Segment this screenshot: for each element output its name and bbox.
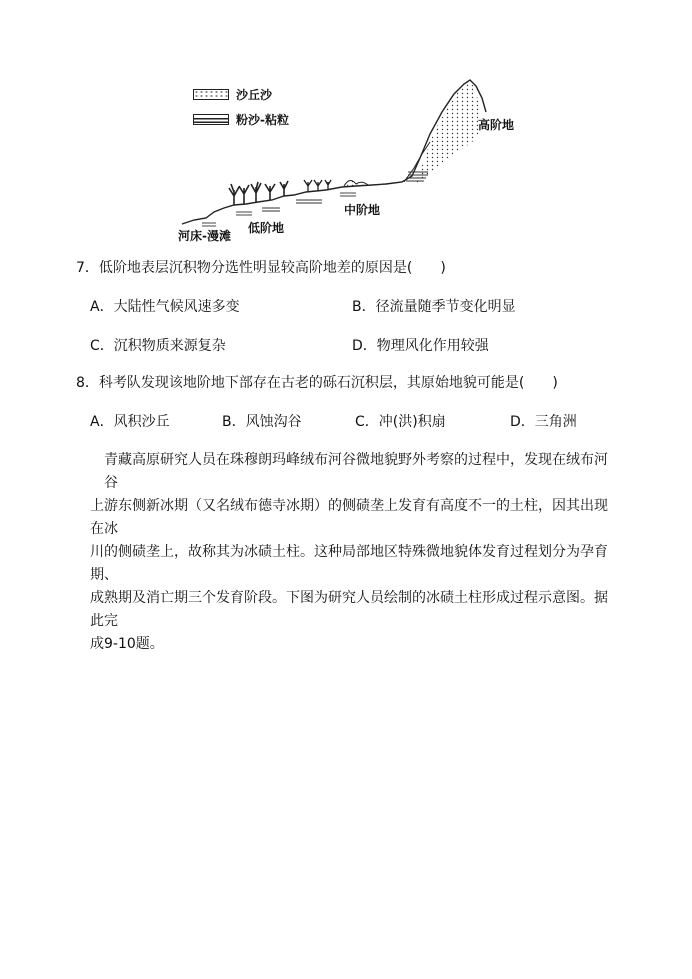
option-key: B． [222,414,246,430]
question-text: 低阶地表层沉积物分选性明显较高阶地差的原因是( ) [98,260,446,276]
option-text: 风积沙丘 [113,414,170,430]
legend-label-silt-clay: 粉沙-粘粒 [236,113,289,127]
passage-line: 川的侧碛垄上，故称其为冰碛土柱。这种局部地区特殊微地貌体发育过程划分为孕育期、 [90,544,608,583]
passage-line: 成9-10题。 [90,636,164,652]
option-text: 风蚀沟谷 [245,414,302,430]
option-7c [90,336,226,356]
option-key: A． [90,414,114,430]
option-8a [90,412,170,432]
passage-line: 青藏高原研究人员在珠穆朗玛峰绒布河谷微地貌野外考察的过程中，发现在绒布河谷 [104,452,608,491]
option-key: A． [90,299,114,315]
question-8 [76,373,558,393]
label-low-terrace: 低阶地 [248,221,285,235]
option-key: C． [90,338,114,354]
terrace-diagram [176,72,526,247]
question-text: 科考队发现该地阶地下部存在古老的砾石沉积层，其原始地貌可能是( ) [98,375,558,391]
question-number: 8． [76,375,99,391]
question-number: 7． [76,260,99,276]
passage-line: 上游东侧新冰期（又名绒布德寺冰期）的侧碛垄上发育有高度不一的土柱，因其出现在冰 [90,498,608,537]
option-8c [355,412,446,432]
question-7 [76,258,446,278]
option-key: D． [510,414,535,430]
option-7a [90,297,240,317]
passage-line: 成熟期及消亡期三个发育阶段。下图为研究人员绘制的冰碛土柱形成过程示意图。据此完 [90,590,608,629]
legend-label-dune-sand: 沙丘沙 [236,88,273,102]
option-7b [352,297,516,317]
option-key: B． [352,299,376,315]
option-7d [352,336,489,356]
option-text: 冲(洪)积扇 [378,414,446,430]
option-text: 径流量随季节变化明显 [375,299,516,315]
option-text: 大陆性气候风速多变 [113,299,240,315]
passage-paragraph [90,449,620,656]
option-key: D． [352,338,377,354]
label-high-terrace: 高阶地 [478,118,515,132]
option-text: 三角洲 [534,414,577,430]
option-8b [222,412,302,432]
option-text: 沉积物质来源复杂 [113,338,226,354]
option-key: C． [355,414,379,430]
legend-swatch-silt-clay [193,114,229,125]
option-8d [510,412,577,432]
label-riverbed-floodplain: 河床-漫滩 [178,229,231,243]
legend-swatch-dune-sand [193,89,229,100]
label-mid-terrace: 中阶地 [344,203,381,217]
option-text: 物理风化作用较强 [376,338,489,354]
